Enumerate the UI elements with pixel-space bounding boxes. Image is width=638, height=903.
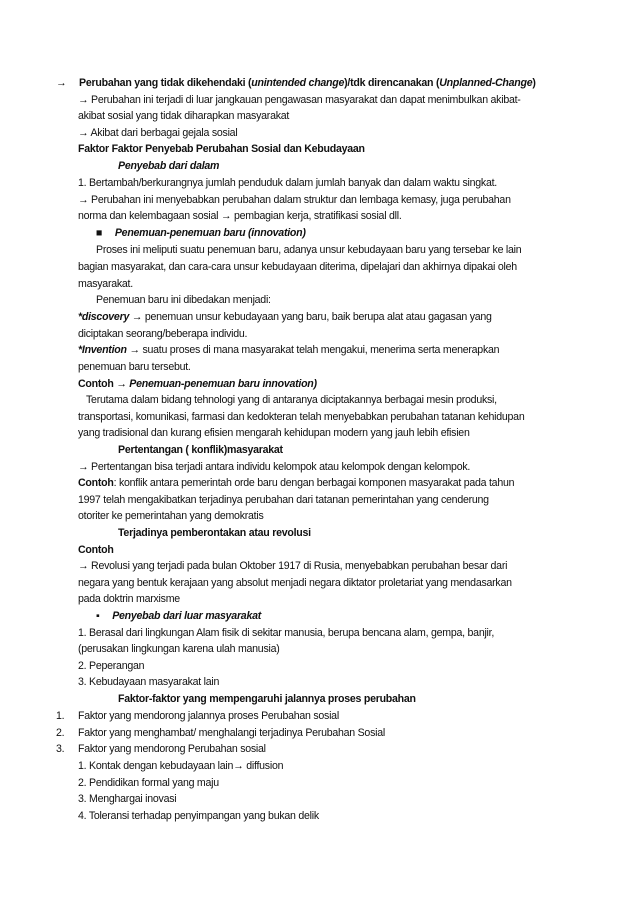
paragraph-line: transportasi, komunikasi, farmasi dan kedokteran telah menyebabkan perubahan tatanan kehidupan (78, 411, 525, 423)
list-item: 1. Faktor yang mendorong jalannya proses Perubahan sosial (56, 710, 339, 722)
paragraph-line: Penemuan baru ini dibedakan menjadi: (96, 294, 271, 306)
paragraph-line: norma dan kelembagaan sosial → pembagian kerja, stratifikasi sosial dll. (78, 210, 402, 222)
paragraph-line: Terutama dalam bidang tehnologi yang di antaranya diciptakannya berbagai mesin produksi, (86, 394, 497, 406)
paragraph-line: Contoh: konflik antara pemerintah orde baru dengan berbagai komponen masyarakat pada tahun (78, 477, 515, 489)
section-heading: Faktor-faktor yang mempengaruhi jalannya proses perubahan (118, 693, 416, 705)
heading-unintended-change: → Perubahan yang tidak dikehendaki (unintended change)/tdk direncanakan (Unplanned-Change) (56, 77, 536, 89)
arrow-right-icon: → (78, 127, 89, 139)
paragraph-line: bagian masyarakat, dan cara-cara unsur kebudayaan diterima, dipelajari dan akhirnya dipakai oleh (78, 261, 517, 273)
paragraph-line: *Invention → suatu proses di mana masyarakat telah mengakui, menerima serta menerapkan (78, 344, 500, 356)
arrow-right-icon: → (131, 311, 143, 323)
paragraph-line: *discovery → penemuan unsur kebudayaan yang baru, baik berupa alat atau gagasan yang (78, 311, 492, 323)
bullet-heading: ■ Penemuan-penemuan baru (innovation) (96, 227, 306, 239)
subsection-heading: Terjadinya pemberontakan atau revolusi (118, 527, 311, 539)
subsection-heading: Penyebab dari dalam (118, 160, 220, 172)
paragraph-line: 4. Toleransi terhadap penyimpangan yang bukan delik (78, 810, 319, 822)
paragraph-line: → Perubahan ini terjadi di luar jangkauan pengawasan masyarakat dan dapat menimbulkan akibat- (78, 94, 521, 106)
paragraph-line: negara yang bentuk kerajaan yang absolut menjadi negara diktator proletariat yang mendasarkan (78, 577, 512, 589)
paragraph-line: 1. Kontak dengan kebudayaan lain→ diffusion (78, 760, 284, 772)
paragraph-line: → Pertentangan bisa terjadi antara individu kelompok atau kelompok dengan kelompok. (78, 461, 471, 473)
arrow-right-icon: → (129, 344, 140, 356)
paragraph-line: 1. Bertambah/berkurangnya jumlah penduduk dalam jumlah banyak dan dalam waktu singkat. (78, 177, 497, 189)
arrow-right-icon: → (116, 378, 127, 390)
paragraph-line: 1. Berasal dari lingkungan Alam fisik di sekitar manusia, berupa bencana alam, gempa, banjir, (78, 627, 495, 639)
arrow-right-icon: → (78, 560, 89, 572)
paragraph-line: Proses ini meliputi suatu penemuan baru, adanya unsur kebudayaan baru yang tersebar ke lain (96, 244, 522, 256)
section-heading: Faktor Faktor Penyebab Perubahan Sosial dan Kebudayaan (78, 143, 365, 155)
bullet-heading: ▪ Penyebab dari luar masyarakat (96, 610, 262, 622)
subsection-heading: Pertentangan ( konflik)masyarakat (118, 444, 283, 456)
arrow-right-icon: → (56, 77, 67, 89)
arrow-right-icon: → (233, 760, 244, 772)
arrow-right-icon: → (78, 461, 89, 473)
paragraph-line: → Perubahan ini menyebabkan perubahan dalam struktur dan lembaga kemasy, juga perubahan (78, 194, 511, 206)
list-item: 3. Faktor yang mendorong Perubahan sosial (56, 743, 266, 755)
paragraph-line: (perusakan lingkungan karena ulah manusia) (78, 643, 280, 655)
arrow-right-icon: → (78, 194, 89, 206)
paragraph-line: 2. Peperangan (78, 660, 145, 672)
paragraph-line: akibat sosial yang tidak diharapkan masyarakat (78, 110, 290, 122)
example-heading: Contoh → Penemuan-penemuan baru innovation) (78, 378, 317, 390)
paragraph-line: otoriter ke pemerintahan yang demokratis (78, 510, 264, 522)
paragraph-line: 3. Kebudayaan masyarakat lain (78, 676, 220, 688)
small-square-bullet-icon: ▪ (96, 610, 100, 622)
paragraph-line: 1997 telah mengakibatkan terjadinya perubahan dari tatanan pemerintahan yang cenderung (78, 494, 489, 506)
arrow-right-icon: → (78, 94, 89, 106)
paragraph-line: masyarakat. (78, 278, 133, 290)
square-bullet-icon: ■ (96, 227, 103, 239)
arrow-right-icon: → (220, 210, 232, 222)
paragraph-line: → Akibat dari berbagai gejala sosial (78, 127, 238, 139)
paragraph-line: penemuan baru tersebut. (78, 361, 191, 373)
list-item: 2. Faktor yang menghambat/ menghalangi terjadinya Perubahan Sosial (56, 727, 385, 739)
paragraph-line: pada doktrin marxisme (78, 593, 180, 605)
paragraph-line: → Revolusi yang terjadi pada bulan Oktober 1917 di Rusia, menyebabkan perubahan besar dari (78, 560, 508, 572)
example-heading: Contoh (78, 544, 114, 556)
paragraph-line: 2. Pendidikan formal yang maju (78, 777, 219, 789)
paragraph-line: yang tradisional dan kurang efisien mengarah kehidupan modern yang jauh lebih efisien (78, 427, 470, 439)
paragraph-line: 3. Menghargai inovasi (78, 793, 177, 805)
paragraph-line: diciptakan seorang/beberapa individu. (78, 328, 248, 340)
